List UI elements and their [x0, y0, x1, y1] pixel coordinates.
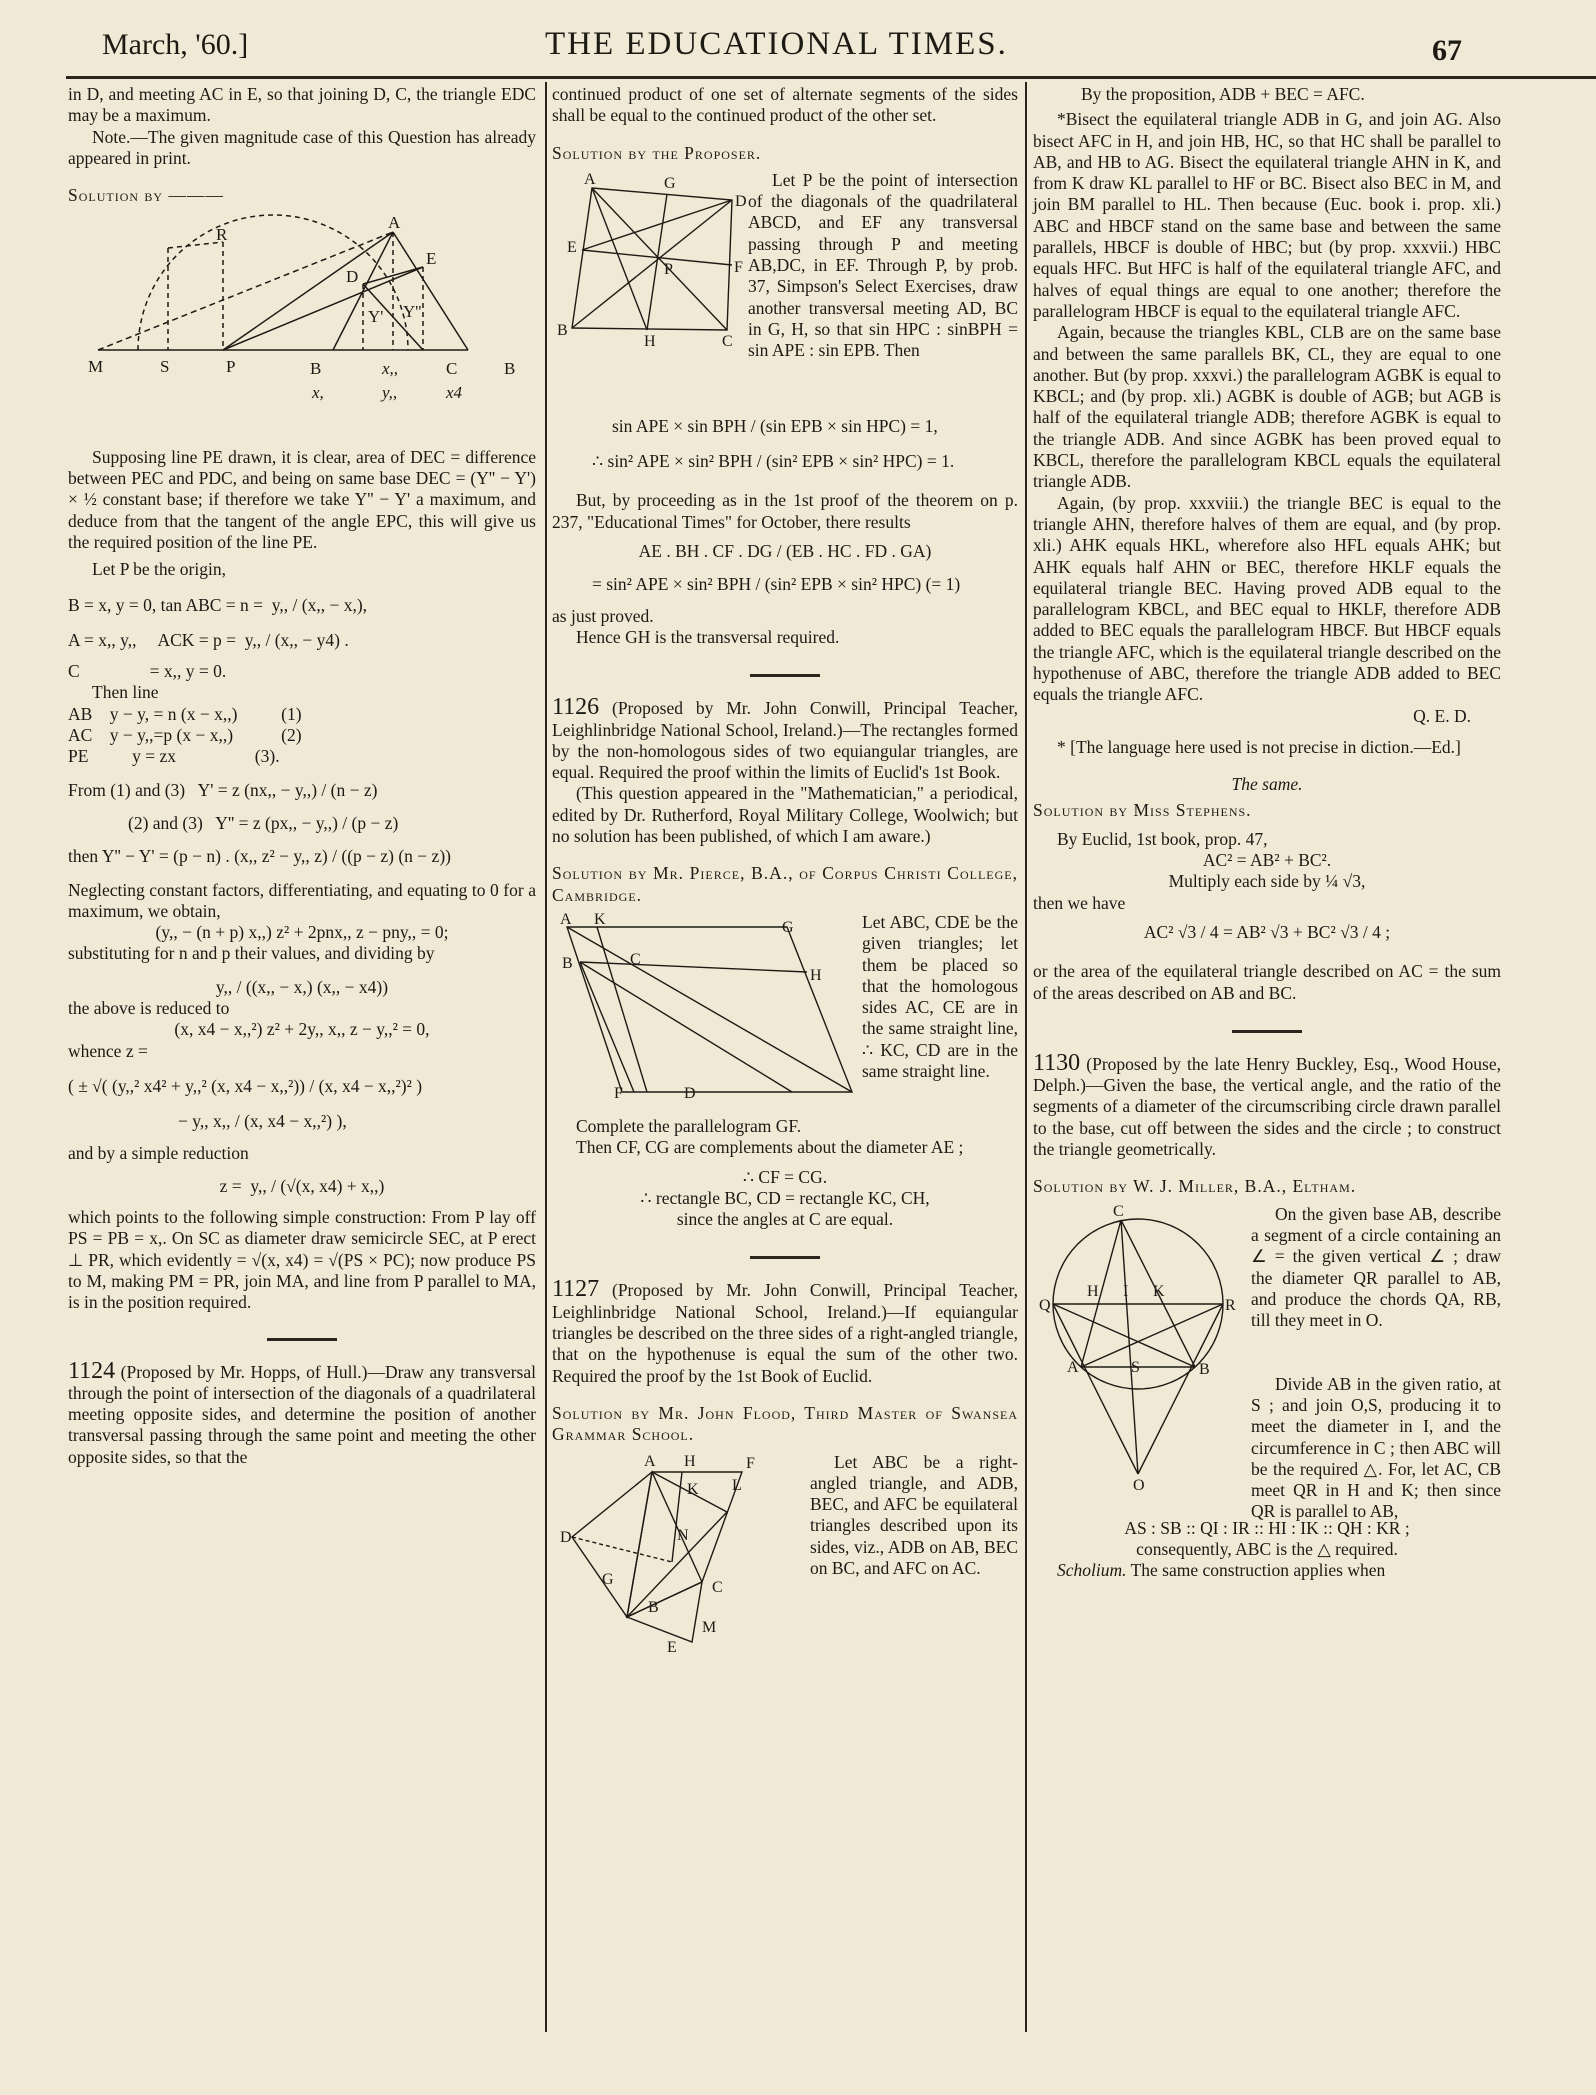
- equation: z = y,, / (√(x, x4) + x,,): [219, 1175, 385, 1196]
- fig1-label-F: F: [734, 258, 743, 276]
- solution-heading: Solution by Miss Stephens.: [1033, 799, 1252, 820]
- fig2-label-G: G: [782, 918, 794, 936]
- fig-label-R: R: [216, 225, 228, 245]
- fig3-label-L: L: [732, 1476, 742, 1494]
- solution-heading: The same.: [1231, 774, 1303, 795]
- fig-label-x1: x,: [312, 383, 324, 403]
- fig4-label-S: S: [1131, 1358, 1140, 1376]
- figure-block-3: [552, 1451, 1018, 1656]
- fig3-label-D: D: [560, 1528, 572, 1546]
- fig-label-D: D: [346, 267, 359, 287]
- equation: (x, x4 − x,,²) z² + 2y,, x,, z − y,,² = 0,: [174, 1019, 430, 1040]
- fig1-label-P: P: [664, 260, 673, 278]
- paragraph: The same construction applies when: [1126, 1560, 1386, 1581]
- figure-triangles: [552, 1452, 802, 1656]
- fig-label-P: P: [226, 357, 236, 377]
- question-number: 1124: [68, 1357, 116, 1384]
- fig4-label-C: C: [1113, 1202, 1124, 1220]
- note: Note.—The given magnitude case of this Question has already appeared in print.: [68, 126, 536, 168]
- section-rule: [267, 1338, 337, 1341]
- qed: Q. E. D.: [1413, 705, 1471, 726]
- paragraph: in D, and meeting AC in E, so that joining D, C, the triangle EDC may be a maximum.: [68, 84, 536, 126]
- equation: y,, / ((x,, − x,) (x,, − x4)): [215, 976, 389, 997]
- question-text: (Proposed by Mr. John Conwill, Principal Teacher, Leighlinbridge National School, Ireland.)—The rectangles formed by the non-homologous sides of two equiangular triangles, are equal. Required the proof within the limits of Euclid's 1st Book.: [552, 698, 1019, 783]
- fig4-label-I: I: [1123, 1282, 1129, 1300]
- paragraph: continued product of one set of alternate segments of the sides shall be equal to the continued product of the other set.: [552, 84, 1018, 126]
- paragraph: Neglecting constant factors, differentiating, and equating to 0 for a maximum, we obtain,: [68, 879, 536, 921]
- paragraph: or the area of the equilateral triangle described on AC = the sum of the areas described on AB and BC.: [1033, 961, 1501, 1003]
- fig-label-x3: x4: [446, 383, 463, 403]
- fig3-label-F: F: [746, 1454, 755, 1472]
- equation: ∴ rectangle BC, CD = rectangle KC, CH,: [640, 1187, 930, 1208]
- fig-label-Y1: Y': [368, 307, 384, 327]
- column-1: [68, 84, 536, 1468]
- section-rule: [750, 1256, 820, 1259]
- fig3-label-E: E: [667, 1638, 677, 1656]
- scholium-label: Scholium.: [1057, 1560, 1127, 1581]
- editor-note: * [The language here used is not precise in diction.—Ed.]: [1057, 736, 1461, 757]
- fig4-label-O: O: [1133, 1476, 1145, 1494]
- section-rule: [1232, 1030, 1302, 1033]
- figure-block-2: [552, 912, 1018, 1108]
- equation: C = x,, y = 0.: [68, 661, 227, 682]
- fig1-label-B: B: [557, 321, 568, 339]
- equation: then Y'' − Y' = (p − n) . (x,, z² − y,, z) / ((p − z) (n − z)): [68, 846, 451, 867]
- equation: (2) and (3) Y'' = z (px,, − y,,) / (p − z): [128, 812, 399, 833]
- figure-circle: [1033, 1202, 1243, 1494]
- fig3-label-A: A: [644, 1452, 656, 1470]
- paragraph: Let ABC, CDE be the given triangles; let them be placed so that the homologous sides AC, CE are in the same straight line, ∴ KC, CD are in the same straight line.: [862, 911, 1018, 1082]
- equation: since the angles at C are equal.: [676, 1209, 894, 1230]
- fig3-label-N: N: [677, 1526, 689, 1544]
- equation: ∴ CF = CG.: [742, 1166, 828, 1187]
- figure-block-4: [1033, 1202, 1501, 1522]
- fig-label-M: M: [88, 357, 104, 377]
- header-rule: [66, 76, 1596, 79]
- equation: − y,, x,, / (x, x4 − x,,²) ),: [178, 1111, 347, 1132]
- fig3-label-C: C: [712, 1578, 723, 1596]
- paragraph: Again, (by prop. xxxviii.) the triangle BEC is equal to the triangle AHN, therefore halves of them are equal, and (by prop. xli.) AHK equals HKL, wherefore also HFL equals AHK; but AHK equals half AHN or BEC, therefore HKLF equals the equilateral triangle BEC. Having proved ADB equal to the parallelogram KBCL, and BEC equal to HKLF, therefore ADB added to BEC equals the parallelogram HBCF. But HBCF equals the triangle AFC, which is the equilateral triangle described on the hypothenuse of ABC, therefore the triangle ADB added to BEC equals the triangle AFC.: [1033, 492, 1501, 705]
- column-3: [1033, 84, 1501, 1582]
- paragraph: as just proved.: [552, 605, 654, 626]
- fig-label-A: A: [388, 213, 401, 233]
- fig3-label-M: M: [702, 1618, 717, 1636]
- column-rule-1: [545, 82, 547, 2032]
- fig-label-Y2: Y'': [403, 302, 422, 322]
- paragraph: which points to the following simple construction: From P lay off PS = PB = x,. On SC as diameter draw semicircle SEC, at P erect ⊥ PR, which evidently = √(x, x4) = √(PS × PC); now produce PS to M, making PM = PR, join MA, and line from P parallel to MA, is in the position required.: [68, 1207, 536, 1313]
- fig1-label-H: H: [644, 332, 656, 350]
- paragraph: Let P be the point of intersection of the diagonals of the quadrilateral ABCD, and EF any transversal passing through P and meeting AB,DC, in EF. Through P, by prob. 37, Simpson's Select Exercises, draw another transversal meeting AD, BC in G, H, so that sin HPC : sinBPH = sin APE : sin EPB. Then: [748, 169, 1018, 361]
- equation: Multiply each side by ¼ √3,: [1168, 871, 1366, 892]
- paragraph: then we have: [1033, 892, 1126, 913]
- fig-label-y1: y,,: [382, 383, 398, 403]
- fig-label-B: B: [310, 359, 322, 379]
- paragraph: Then CF, CG are complements about the diameter AE ;: [576, 1137, 964, 1158]
- equation: AS : SB :: QI : IR :: HI : IK :: QH : KR ;: [1124, 1517, 1410, 1538]
- fig3-label-B: B: [648, 1598, 659, 1616]
- paragraph: On the given base AB, describe a segment of a circle containing an ∠ = the given vertical ∠ ; draw the diameter QR parallel to AB, and produce the chords QA, RB, till they meet in O.: [1251, 1203, 1501, 1331]
- fig1-label-A: A: [584, 170, 596, 188]
- question-text: (Proposed by Mr. John Conwill, Principal Teacher, Leighlinbridge National School, Ireland.)—If equiangular triangles be described on the three sides of a right-angled triangle, that on the hypothenuse is equal the sum of the other two. Required the proof by the 1st Book of Euclid.: [552, 1280, 1019, 1386]
- fig2-label-B: B: [562, 954, 573, 972]
- paragraph: (This question appeared in the "Mathematician," a periodical, edited by Dr. Rutherford, Royal Military College, Woolwich; but no solution has been published, of which I am aware.): [552, 783, 1018, 847]
- equation: B = x, y = 0, tan ABC = n = y,, / (x,, − x,),: [68, 594, 368, 615]
- fig4-label-R: R: [1225, 1296, 1236, 1314]
- equation: A = x,, y,, ACK = p = y,, / (x,, − y4) .: [68, 629, 349, 650]
- fig-label-C: C: [446, 359, 458, 379]
- page-header: [0, 0, 1595, 80]
- equation: AC² √3 / 4 = AB² √3 + BC² √3 / 4 ;: [1143, 921, 1391, 942]
- equation: From (1) and (3) Y' = z (nx,, − y,,) / (n − z): [68, 779, 378, 800]
- paragraph: Complete the parallelogram GF.: [576, 1115, 802, 1136]
- equation: sin APE × sin BPH / (sin EPB × sin HPC) = 1,: [612, 415, 938, 436]
- fig1-label-G: G: [664, 174, 676, 192]
- paragraph: By Euclid, 1st book, prop. 47,: [1057, 828, 1268, 849]
- fig1-label-E: E: [567, 238, 577, 256]
- question-number: 1130: [1033, 1049, 1081, 1076]
- column-rule-2: [1025, 82, 1027, 2032]
- solution-heading: Solution by the Proposer.: [552, 142, 762, 163]
- fig1-label-C: C: [722, 332, 733, 350]
- column-2: [552, 84, 1019, 1656]
- paragraph: *Bisect the equilateral triangle ADB in G, and join AG. Also bisect AFC in H, and join HB, HC, so that HC shall be parallel to AB, and HB to AG. Bisect the equilateral triangle AHN in K, and from K draw KL parallel to HF or BC. Bisect also BEC in M, and join BM parallel to HL. Then because (Euc. book i. prop. xli.) ABC and HBCF stand on the same base and between the same parallels, HBCF is double of HBC; but (by prop. xxxvii.) HBC equals HFC. But HFC is half of the equilateral triangle AFC, and halves of equal things are equal to one another; therefore the parallelogram HBCF is equal to the equilateral triangle AFC.: [1033, 109, 1501, 321]
- fig1-label-D: D: [735, 192, 747, 210]
- paragraph: Let P be the origin,: [92, 559, 226, 580]
- fig2-label-F: F: [614, 1084, 623, 1102]
- equation: (y,, − (n + p) x,,) z² + 2pnx,, z − pny,, = 0;: [155, 922, 449, 943]
- fig4-label-H: H: [1087, 1282, 1099, 1300]
- page-number: 67: [1432, 34, 1462, 67]
- paragraph: Then line: [92, 682, 159, 703]
- fig-label-E: E: [426, 249, 437, 269]
- question-text: (Proposed by the late Henry Buckley, Esq., Wood House, Delph.)—Given the base, the vertical angle, and the ratio of the segments of a diameter of the circumscribing circle drawn parallel to the base, cut off between the sides and the circle ; to construct the triangle geometrically.: [1033, 1053, 1501, 1160]
- equation: ∴ sin² APE × sin² BPH / (sin² EPB × sin² HPC) = 1.: [592, 451, 955, 472]
- figure-parallelogram: [552, 912, 852, 1102]
- paragraph: Again, because the triangles KBL, CLB are on the same base and between the same parallels BK, CL, they are equal to one another. But (by prop. xxxvi.) the parallelogram AGBK is equal to KBCL; and (by prop. xli.) AGBK is double of AGB; but AGB is half of the equilateral triangle ADB; therefore AGBK is equal to the triangle ADB. And since AGBK has been proved equal to KBCL, therefore the parallelogram KBCL equals the equilateral triangle ADB.: [1033, 322, 1501, 492]
- fig2-label-H: H: [810, 966, 822, 984]
- fig-label-x2: x,,: [382, 359, 399, 379]
- fig4-label-A: A: [1067, 1358, 1079, 1376]
- fig3-label-H: H: [684, 1452, 696, 1470]
- fig-label-B2: B: [504, 359, 516, 379]
- question-number: 1127: [552, 1276, 600, 1303]
- paragraph: Let ABC be a right-angled triangle, and ADB, BEC, and AFC be equilateral triangles described upon its sides, viz., ADB on AB, BEC on BC, and AFC on AC.: [810, 1451, 1018, 1578]
- solution-heading: Solution by W. J. Miller, B.A., Eltham.: [1033, 1176, 1357, 1197]
- paragraph: whence z =: [68, 1040, 148, 1061]
- figure-semicircle: [68, 212, 538, 437]
- fig3-label-K: K: [687, 1480, 699, 1498]
- paragraph: But, by proceeding as in the 1st proof of the theorem on p. 237, "Educational Times" for October, there results: [552, 490, 1018, 532]
- equation: consequently, ABC is the △ required.: [1136, 1538, 1398, 1559]
- paragraph: Supposing line PE drawn, it is clear, area of DEC = difference between PEC and PDC, and being on same base DEC = (Y'' − Y') × ½ constant base; if therefore we take Y'' − Y' a maximum, and deduce from that the tangent of the angle EPC, this will give us the required position of the line PE.: [68, 446, 536, 552]
- fig2-label-D: D: [684, 1084, 696, 1102]
- fig2-label-K: K: [594, 910, 606, 928]
- question-text: (Proposed by Mr. Hopps, of Hull.)—Draw any transversal through the point of intersection of the diagonals of a quadrilateral meeting opposite sides, and determine the position of another transversal passing through the same point and meeting the other opposite sides, so that the: [68, 1361, 537, 1467]
- equation: AB y − y, = n (x − x,,) (1): [68, 703, 302, 724]
- paragraph: Hence GH is the transversal required.: [576, 626, 840, 647]
- header-date: March, '60.]: [102, 28, 249, 61]
- equation: AC y − y,,=p (x − x,,) (2): [68, 725, 302, 746]
- fig4-label-K: K: [1153, 1282, 1165, 1300]
- equation: = sin² APE × sin² BPH / (sin² EPB × sin² HPC) (= 1): [592, 574, 961, 595]
- paragraph: and by a simple reduction: [68, 1142, 249, 1163]
- equation: ( ± √( (y,,² x4² + y,,² (x, x4 − x,,²)) / (x, x4 − x,,²)² ): [68, 1075, 423, 1096]
- paragraph: the above is reduced to: [68, 998, 230, 1019]
- fig4-label-B: B: [1199, 1360, 1210, 1378]
- section-rule: [750, 674, 820, 677]
- paragraph: Divide AB in the given ratio, at S ; and join O,S, producing it to meet the diameter in I, and the circumference in C ; then ABC will be the required △. For, let AC, CB meet QR in H and K; then since QR is parallel to AB,: [1251, 1373, 1501, 1522]
- paragraph: By the proposition, ADB + BEC = AFC.: [1081, 84, 1365, 104]
- equation: PE y = zx (3).: [68, 746, 280, 767]
- fig-label-S: S: [160, 357, 170, 377]
- fig4-label-Q: Q: [1039, 1296, 1051, 1314]
- solution-heading: Solution by ———: [68, 185, 224, 206]
- fig2-label-C: C: [630, 950, 641, 968]
- header-title: THE EDUCATIONAL TIMES.: [545, 26, 1008, 62]
- equation: AE . BH . CF . DG / (EB . HC . FD . GA): [638, 541, 932, 562]
- figure-quadrilateral: [552, 170, 747, 370]
- fig3-label-G: G: [602, 1570, 614, 1588]
- solution-heading: Solution by Mr. Pierce, B.A., of Corpus Christi College, Cambridge.: [552, 863, 1018, 905]
- solution-heading: Solution by Mr. John Flood, Third Master of Swansea Grammar School.: [552, 1402, 1018, 1445]
- fig2-label-A: A: [560, 910, 572, 928]
- equation: AC² = AB² + BC².: [1202, 850, 1332, 871]
- figure-block-1: [552, 170, 1018, 378]
- question-number: 1126: [552, 694, 600, 721]
- paragraph: substituting for n and p their values, and dividing by: [68, 943, 435, 964]
